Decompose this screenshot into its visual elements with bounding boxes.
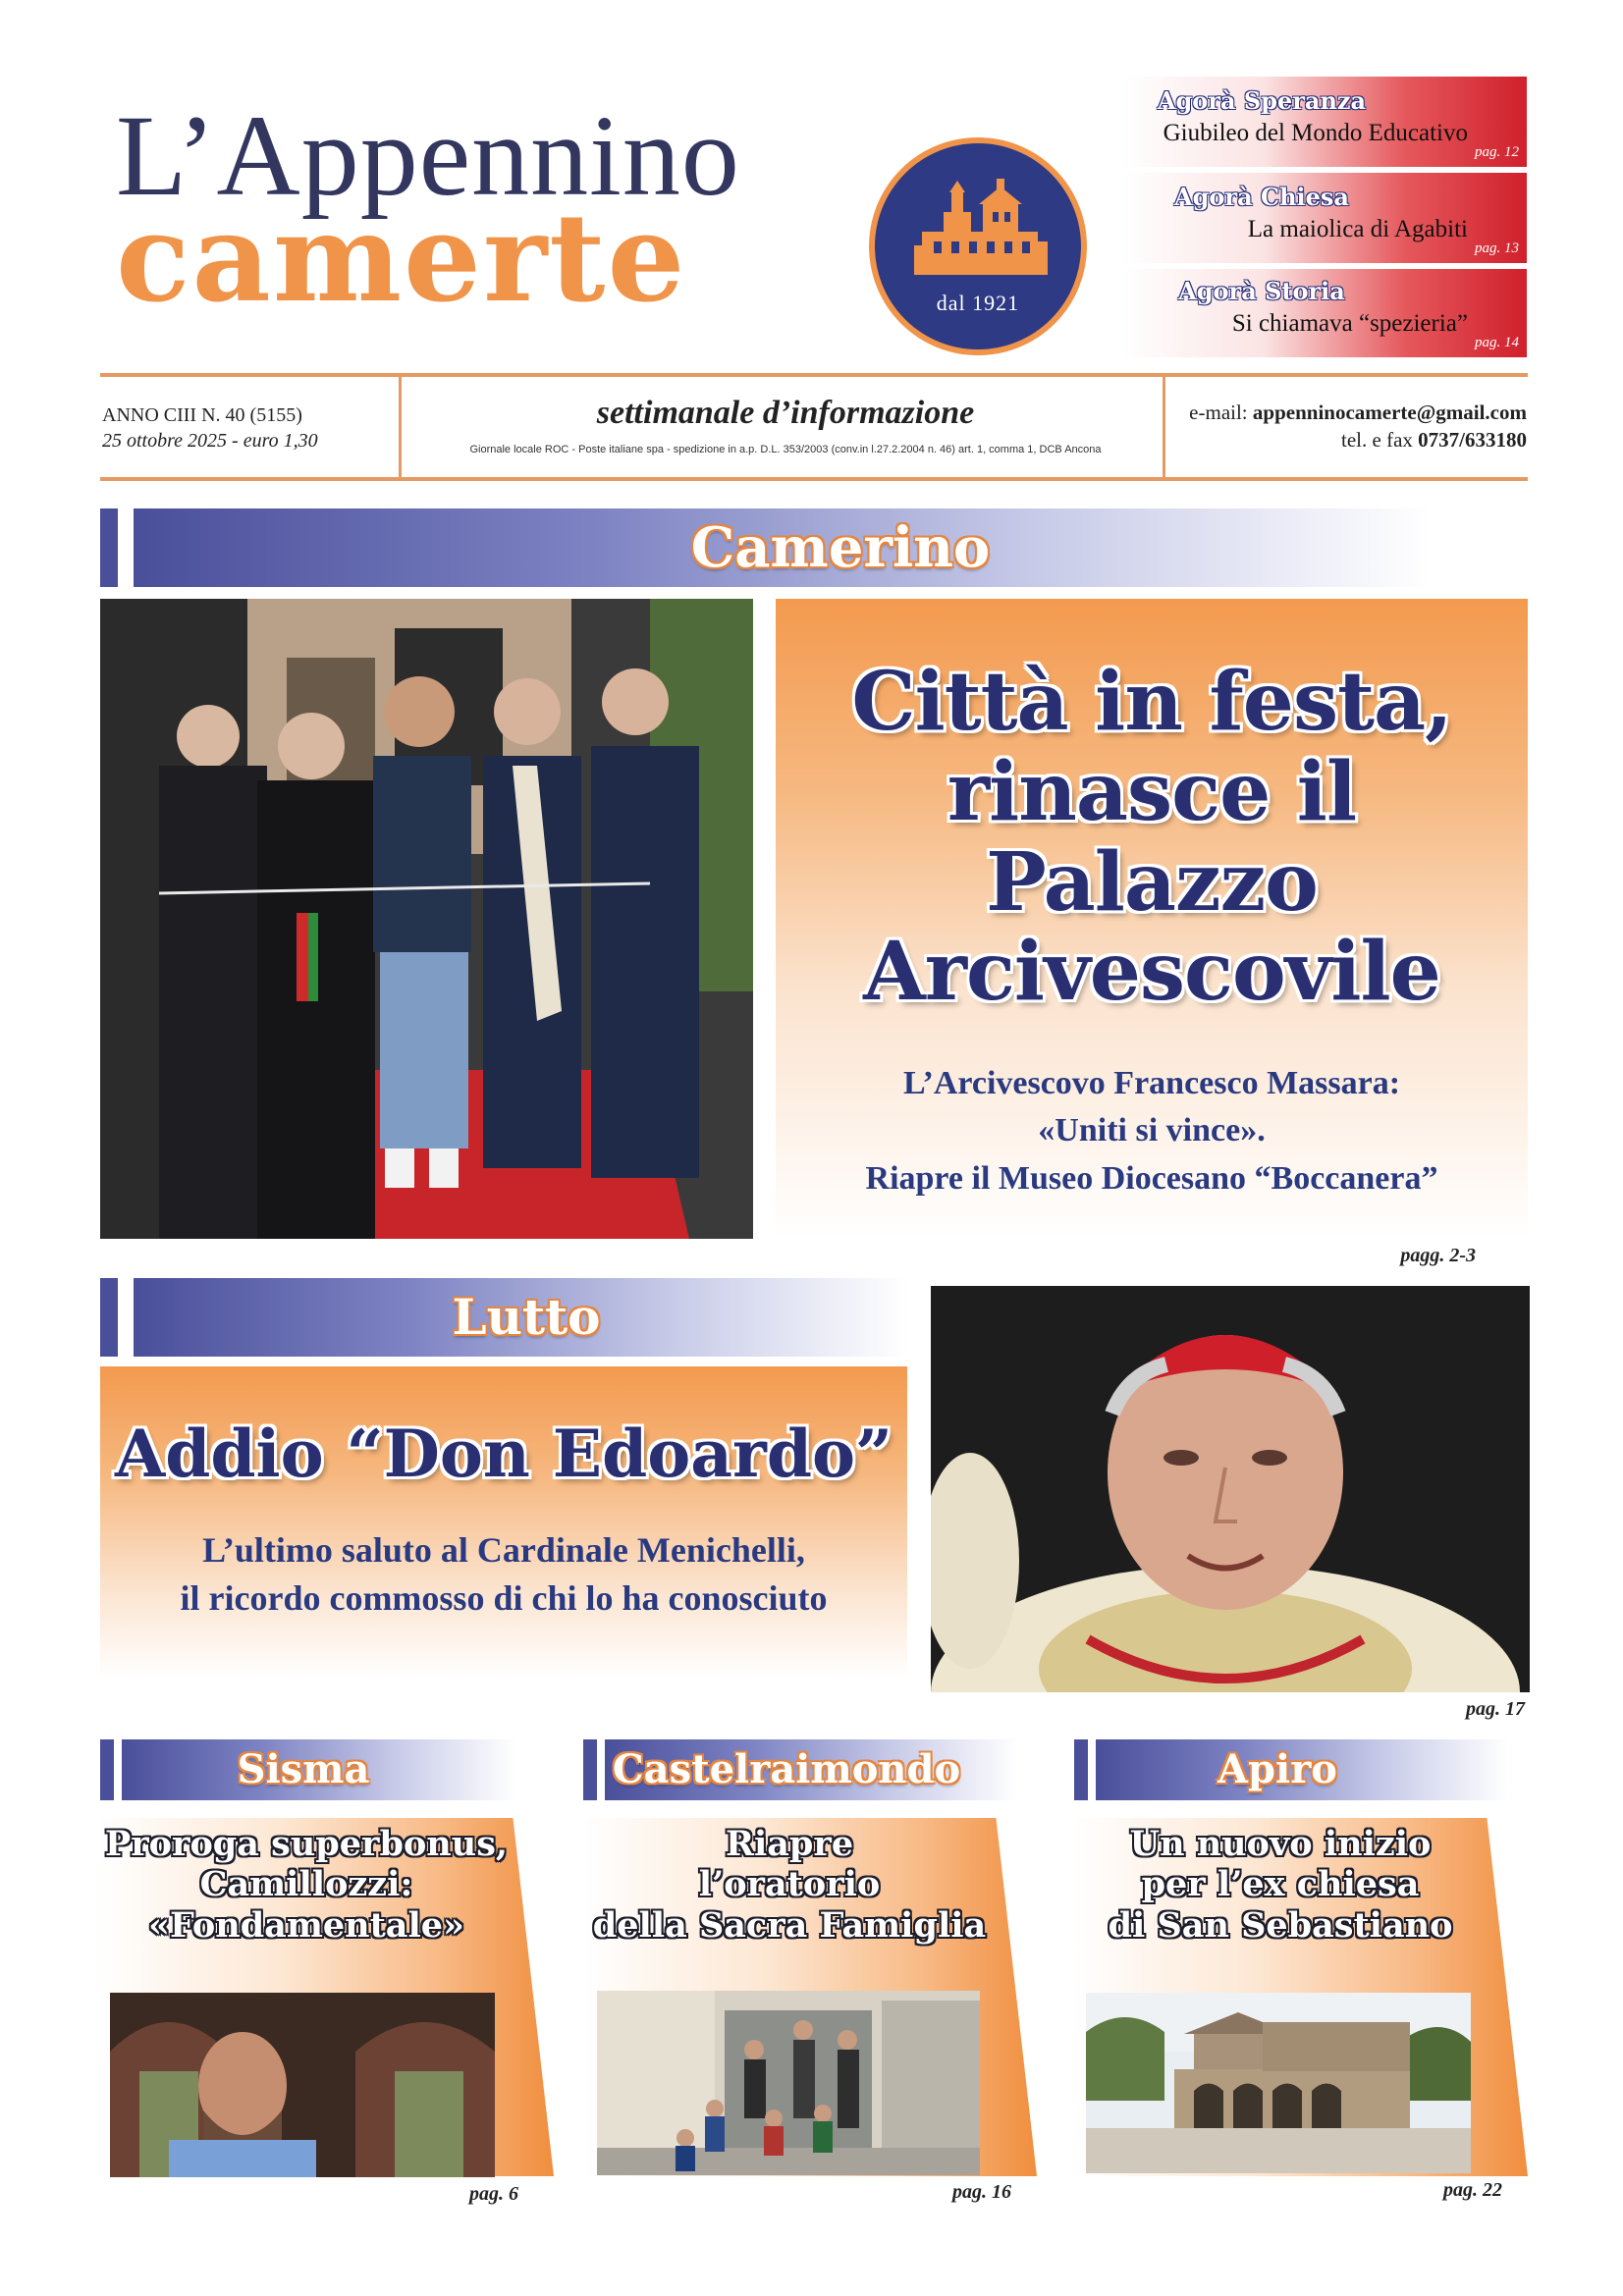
issue-number: ANNO CIII N. 40 (5155) [102, 404, 302, 426]
contact-email [1189, 400, 1527, 425]
lead-sub-line: Riapre il Museo Diocesano “Boccanera” [865, 1159, 1438, 1197]
issue-date-price: 25 ottobre 2025 - euro 1,30 [102, 430, 318, 452]
agora-title: Agorà Chiesa [1174, 183, 1349, 211]
agora-title: Agorà Storia [1178, 277, 1345, 305]
brief-headline-line: Camillozzi: [199, 1864, 413, 1905]
masthead-title-line1: L’Appennino [116, 91, 740, 220]
postal-note: Giornale locale ROC - Poste italiane spa - spedizione in a.p. D.L. 353/2003 (conv.in l.27.2.2004 n. 46) art. 1, comma 1, DCB Ancona [469, 444, 1102, 455]
brief-headline-line: della Sacra Famiglia [592, 1904, 987, 1946]
agora-text: Si chiamava “spezieria” [1231, 310, 1468, 337]
email-label: e-mail: [1189, 400, 1253, 424]
lead-page-ref[interactable]: pagg. 2-3 [1400, 1245, 1476, 1266]
brief-headline-line: Proroga superbonus, [104, 1824, 509, 1864]
brief-headline-line: Un nuovo inizio [1129, 1824, 1432, 1864]
agora-box-chiesa[interactable] [1122, 173, 1527, 263]
brief-headline-line: l’oratorio [698, 1864, 881, 1905]
info-divider-left [399, 377, 402, 477]
section-title-apiro[interactable]: Apiro [1217, 1746, 1337, 1792]
email-link[interactable]: appenninocamerte@gmail.com [1252, 400, 1527, 424]
section-marker [100, 508, 118, 587]
section-title-lutto[interactable]: Lutto [452, 1288, 601, 1346]
brief-headline-line: di San Sebastiano [1108, 1904, 1453, 1946]
lead-sub-line: L’Arcivescovo Francesco Massara: [902, 1065, 1401, 1101]
seal-year-text: dal 1921 [936, 291, 1020, 315]
brief-headline-apiro[interactable] [1074, 1824, 1487, 1946]
brief-headline-sisma[interactable] [100, 1824, 513, 1946]
phone-number: 0737/633180 [1418, 428, 1527, 452]
brief-page-ref-castelraimondo[interactable]: pag. 16 [952, 2181, 1011, 2203]
brief-photo-castelraimondo[interactable] [597, 1991, 980, 2175]
masthead-logo-seal [869, 137, 1087, 355]
brief-photo-apiro[interactable] [1086, 1993, 1471, 2173]
lead-sub-line: «Uniti si vince». [1038, 1112, 1266, 1149]
brief-page-ref-apiro[interactable]: pag. 22 [1443, 2179, 1502, 2201]
lead-headline-line: Arcivescovile [863, 925, 1440, 1020]
cardinal-portrait-photo[interactable] [931, 1286, 1530, 1692]
info-divider-right [1163, 377, 1165, 477]
phone-label: tel. e fax [1341, 428, 1419, 452]
contact-phone [1341, 428, 1527, 453]
bottom-rule [100, 477, 1528, 481]
lead-subheadline [776, 1060, 1528, 1202]
section-marker [100, 1278, 118, 1357]
section-title-camerino[interactable]: Camerino [690, 515, 991, 580]
top-rule [100, 373, 1528, 377]
section-marker [1074, 1739, 1088, 1800]
agora-page-ref: pag. 13 [1475, 240, 1519, 256]
agora-page-ref: pag. 12 [1475, 144, 1519, 160]
lutto-story-box[interactable] [100, 1366, 907, 1679]
agora-text: Giubileo del Mondo Educativo [1163, 120, 1468, 146]
section-title-sisma[interactable]: Sisma [237, 1746, 370, 1792]
section-marker [100, 1739, 114, 1800]
brief-headline-line: per l’ex chiesa [1141, 1864, 1420, 1905]
brief-headline-line: Riapre [725, 1824, 854, 1864]
weekly-title: settimanale d’informazione [596, 395, 975, 431]
lutto-page-ref[interactable]: pag. 17 [1466, 1698, 1525, 1720]
lead-headline[interactable] [776, 655, 1528, 1020]
lead-headline-line: Città in festa, [851, 655, 1452, 749]
lutto-sub-line: L’ultimo saluto al Cardinale Menichelli, [202, 1530, 805, 1570]
brief-page-ref-sisma[interactable]: pag. 6 [469, 2183, 518, 2205]
lutto-headline[interactable]: Addio “Don Edoardo” [115, 1415, 893, 1492]
lutto-subheadline [100, 1526, 907, 1622]
section-title-castelraimondo[interactable]: Castelraimondo [612, 1746, 961, 1792]
church-icon [875, 143, 1081, 349]
lutto-sub-line: il ricordo commosso di chi lo ha conosciuto [180, 1577, 828, 1618]
agora-title: Agorà Speranza [1157, 86, 1367, 115]
agora-box-storia[interactable] [1122, 269, 1527, 357]
agora-page-ref: pag. 14 [1475, 335, 1519, 350]
brief-photo-sisma[interactable] [110, 1993, 495, 2177]
agora-text: La maiolica di Agabiti [1247, 216, 1468, 242]
section-marker [583, 1739, 597, 1800]
lead-photo-ribbon-cutting[interactable] [100, 599, 753, 1239]
brief-headline-castelraimondo[interactable] [583, 1824, 996, 1946]
lead-headline-line: rinasce il Palazzo [947, 744, 1357, 930]
agora-box-speranza[interactable] [1122, 77, 1527, 167]
brief-headline-line: «Fondamentale» [148, 1904, 464, 1946]
masthead-title-line2: camerte [116, 187, 687, 330]
